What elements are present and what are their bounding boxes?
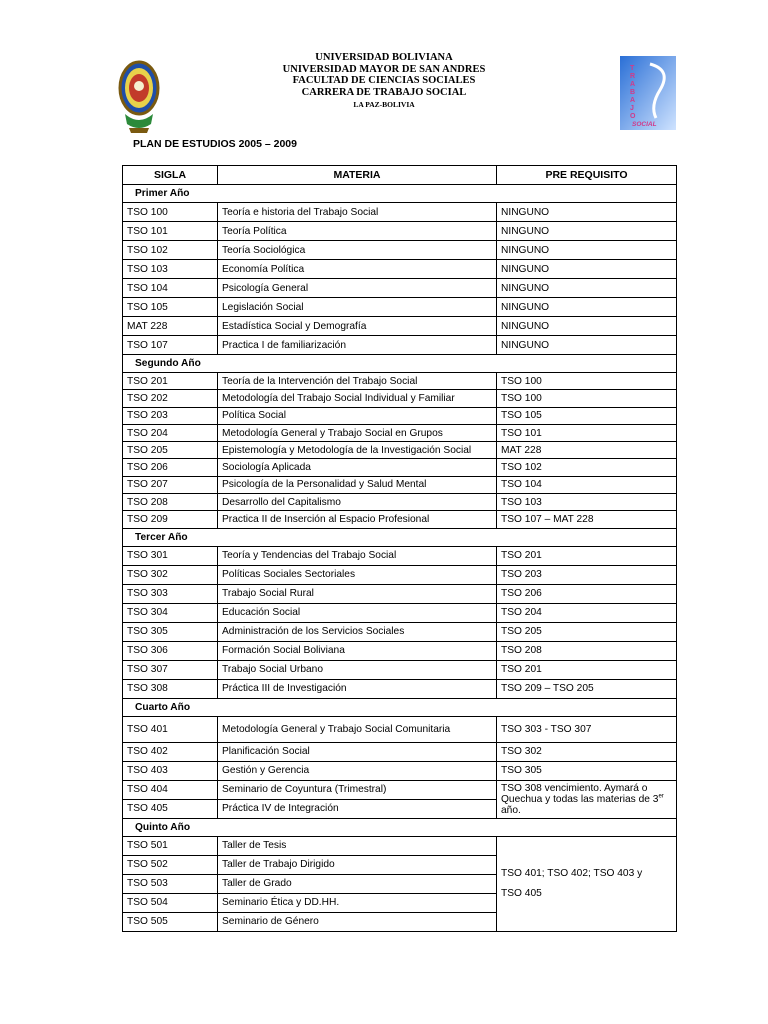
cell-prerequisito: TSO 101 xyxy=(497,424,677,441)
cell-materia: Desarrollo del Capitalismo xyxy=(218,494,497,511)
cell-materia: Práctica IV de Integración xyxy=(218,799,497,818)
cell-prerequisito: TSO 205 xyxy=(497,622,677,641)
cell-sigla: TSO 204 xyxy=(123,424,218,441)
table-row xyxy=(123,584,677,603)
cell-sigla: TSO 501 xyxy=(123,836,218,855)
cell-materia: Política Social xyxy=(218,407,497,424)
cell-materia: Seminario de Género xyxy=(218,912,497,931)
cell-sigla: TSO 405 xyxy=(123,799,218,818)
cell-materia: Educación Social xyxy=(218,603,497,622)
cell-materia: Taller de Grado xyxy=(218,874,497,893)
cell-prerequisito: TSO 305 xyxy=(497,761,677,780)
table-row xyxy=(123,546,677,565)
cell-sigla: TSO 100 xyxy=(123,203,218,222)
svg-text:T: T xyxy=(630,65,635,72)
cell-materia: Teoría de la Intervención del Trabajo Social xyxy=(218,373,497,390)
table-row xyxy=(123,442,677,459)
cell-materia: Teoría y Tendencias del Trabajo Social xyxy=(218,546,497,565)
cell-sigla: TSO 206 xyxy=(123,459,218,476)
cell-sigla: TSO 105 xyxy=(123,298,218,317)
cell-materia: Taller de Trabajo Dirigido xyxy=(218,855,497,874)
cell-sigla: TSO 207 xyxy=(123,476,218,493)
cell-materia: Psicología de la Personalidad y Salud Mental xyxy=(218,476,497,493)
cell-sigla: TSO 101 xyxy=(123,222,218,241)
table-row xyxy=(123,742,677,761)
table-row xyxy=(123,836,677,855)
header-city: LA PAZ-BOLIVIA xyxy=(353,100,415,110)
cell-materia: Teoría Sociológica xyxy=(218,241,497,260)
section-title: Quinto Año xyxy=(123,818,677,836)
table-row xyxy=(123,476,677,493)
cell-materia: Sociología Aplicada xyxy=(218,459,497,476)
cell-sigla: TSO 305 xyxy=(123,622,218,641)
table-row xyxy=(123,390,677,407)
cell-sigla: TSO 203 xyxy=(123,407,218,424)
cell-prerequisito: TSO 201 xyxy=(497,660,677,679)
cell-sigla: TSO 403 xyxy=(123,761,218,780)
table-row xyxy=(123,716,677,742)
cell-prerequisito xyxy=(497,780,677,818)
cell-sigla: TSO 503 xyxy=(123,874,218,893)
cell-prerequisito: NINGUNO xyxy=(497,298,677,317)
cell-prerequisito: TSO 208 xyxy=(497,641,677,660)
section-title: Cuarto Año xyxy=(123,698,677,716)
svg-text:A: A xyxy=(630,81,636,88)
cell-prerequisito: TSO 104 xyxy=(497,476,677,493)
cell-materia: Teoría Política xyxy=(218,222,497,241)
cell-sigla: TSO 201 xyxy=(123,373,218,390)
cell-materia: Legislación Social xyxy=(218,298,497,317)
table-row xyxy=(123,459,677,476)
cell-materia: Seminario de Coyuntura (Trimestral) xyxy=(218,780,497,799)
cell-materia: Políticas Sociales Sectoriales xyxy=(218,565,497,584)
table-row xyxy=(123,565,677,584)
cell-prerequisito: MAT 228 xyxy=(497,442,677,459)
table-row xyxy=(123,424,677,441)
column-header-materia: MATERIA xyxy=(218,166,497,185)
section-title: Segundo Año xyxy=(123,355,677,373)
superscript-er: er xyxy=(658,793,664,800)
cell-prerequisito: NINGUNO xyxy=(497,317,677,336)
cell-materia: Psicología General xyxy=(218,279,497,298)
cell-prerequisito: NINGUNO xyxy=(497,336,677,355)
prerequisito-line: TSO 401; TSO 402; TSO 403 y xyxy=(501,867,643,879)
cell-materia: Administración de los Servicios Sociales xyxy=(218,622,497,641)
cell-materia: Gestión y Gerencia xyxy=(218,761,497,780)
svg-text:J: J xyxy=(630,105,634,112)
cell-prerequisito: TSO 203 xyxy=(497,565,677,584)
cell-prerequisito: TSO 103 xyxy=(497,494,677,511)
cell-materia: Estadística Social y Demografía xyxy=(218,317,497,336)
cell-sigla: TSO 102 xyxy=(123,241,218,260)
cell-prerequisito: TSO 105 xyxy=(497,407,677,424)
table-row xyxy=(123,336,677,355)
table-row xyxy=(123,407,677,424)
plan-title: PLAN DE ESTUDIOS 2005 – 2009 xyxy=(133,138,297,150)
svg-text:B: B xyxy=(630,89,636,96)
cell-materia: Practica II de Inserción al Espacio Profesional xyxy=(218,511,497,528)
cell-prerequisito: NINGUNO xyxy=(497,241,677,260)
cell-materia: Trabajo Social Urbano xyxy=(218,660,497,679)
cell-prerequisito: TSO 204 xyxy=(497,603,677,622)
cell-sigla: TSO 303 xyxy=(123,584,218,603)
cell-prerequisito: TSO 102 xyxy=(497,459,677,476)
table-row xyxy=(123,641,677,660)
cell-sigla: TSO 209 xyxy=(123,511,218,528)
cell-materia: Formación Social Boliviana xyxy=(218,641,497,660)
svg-text:R: R xyxy=(630,73,636,80)
section-title: Primer Año xyxy=(123,185,677,203)
cell-sigla: TSO 107 xyxy=(123,336,218,355)
svg-text:A: A xyxy=(630,97,636,104)
table-row xyxy=(123,241,677,260)
logo-social-text: SOCIAL xyxy=(632,121,657,128)
cell-materia: Practica I de familiarización xyxy=(218,336,497,355)
cell-prerequisito: NINGUNO xyxy=(497,260,677,279)
header-line: CARRERA DE TRABAJO SOCIAL xyxy=(301,86,467,98)
table-row xyxy=(123,279,677,298)
table-row xyxy=(123,603,677,622)
table-row xyxy=(123,222,677,241)
prerequisito-tail: año. xyxy=(501,804,521,816)
cell-sigla: TSO 301 xyxy=(123,546,218,565)
cell-sigla: TSO 103 xyxy=(123,260,218,279)
cell-prerequisito: TSO 206 xyxy=(497,584,677,603)
cell-prerequisito: NINGUNO xyxy=(497,222,677,241)
table-row xyxy=(123,761,677,780)
cell-sigla: TSO 401 xyxy=(123,716,218,742)
cell-sigla: TSO 208 xyxy=(123,494,218,511)
table-row xyxy=(123,298,677,317)
cell-materia: Metodología General y Trabajo Social Comunitaria xyxy=(218,716,497,742)
cell-prerequisito: NINGUNO xyxy=(497,279,677,298)
cell-sigla: TSO 302 xyxy=(123,565,218,584)
section-title: Tercer Año xyxy=(123,528,677,546)
table-row xyxy=(123,260,677,279)
cell-materia: Teoría e historia del Trabajo Social xyxy=(218,203,497,222)
cell-prerequisito: TSO 100 xyxy=(497,373,677,390)
cell-prerequisito: TSO 201 xyxy=(497,546,677,565)
study-plan-table xyxy=(122,165,677,932)
cell-sigla: TSO 202 xyxy=(123,390,218,407)
cell-sigla: TSO 502 xyxy=(123,855,218,874)
cell-sigla: TSO 304 xyxy=(123,603,218,622)
table-row xyxy=(123,511,677,528)
cell-materia: Planificación Social xyxy=(218,742,497,761)
cell-materia: Práctica III de Investigación xyxy=(218,679,497,698)
header-line: FACULTAD DE CIENCIAS SOCIALES xyxy=(292,75,476,87)
cell-sigla: TSO 504 xyxy=(123,893,218,912)
cell-materia: Metodología del Trabajo Social Individual y Familiar xyxy=(218,390,497,407)
column-header-sigla: SIGLA xyxy=(123,166,218,185)
cell-prerequisito-merged xyxy=(497,836,677,931)
cell-materia: Trabajo Social Rural xyxy=(218,584,497,603)
table-row xyxy=(123,317,677,336)
cell-prerequisito: TSO 107 – MAT 228 xyxy=(497,511,677,528)
cell-sigla: TSO 404 xyxy=(123,780,218,799)
prerequisito-line: TSO 405 xyxy=(501,887,542,899)
cell-prerequisito: TSO 100 xyxy=(497,390,677,407)
cell-sigla: TSO 505 xyxy=(123,912,218,931)
table-row xyxy=(123,679,677,698)
table-row xyxy=(123,203,677,222)
cell-sigla: TSO 104 xyxy=(123,279,218,298)
prerequisito-text: TSO 308 vencimiento. Aymará o Quechua y todas las materias de 3 xyxy=(501,782,659,805)
cell-prerequisito: TSO 209 – TSO 205 xyxy=(497,679,677,698)
cell-prerequisito: NINGUNO xyxy=(497,203,677,222)
header-line: UNIVERSIDAD MAYOR DE SAN ANDRES xyxy=(282,63,486,75)
cell-sigla: TSO 306 xyxy=(123,641,218,660)
cell-materia: Seminario Ética y DD.HH. xyxy=(218,893,497,912)
table-row xyxy=(123,494,677,511)
cell-materia: Metodología General y Trabajo Social en Grupos xyxy=(218,424,497,441)
cell-sigla: TSO 307 xyxy=(123,660,218,679)
table-row xyxy=(123,622,677,641)
header-line: UNIVERSIDAD BOLIVIANA xyxy=(315,52,453,63)
cell-materia: Epistemología y Metodología de la Investigación Social xyxy=(218,442,497,459)
table-row xyxy=(123,780,677,799)
column-header-prerequisito: PRE REQUISITO xyxy=(497,166,677,185)
cell-sigla: TSO 402 xyxy=(123,742,218,761)
svg-text:O: O xyxy=(630,113,636,120)
trabajo-social-logo xyxy=(620,56,676,130)
cell-materia: Economía Política xyxy=(218,260,497,279)
table-row xyxy=(123,373,677,390)
cell-sigla: TSO 205 xyxy=(123,442,218,459)
cell-sigla: TSO 308 xyxy=(123,679,218,698)
cell-prerequisito: TSO 303 - TSO 307 xyxy=(497,716,677,742)
table-row xyxy=(123,660,677,679)
cell-prerequisito: TSO 302 xyxy=(497,742,677,761)
cell-sigla: MAT 228 xyxy=(123,317,218,336)
cell-materia: Taller de Tesis xyxy=(218,836,497,855)
